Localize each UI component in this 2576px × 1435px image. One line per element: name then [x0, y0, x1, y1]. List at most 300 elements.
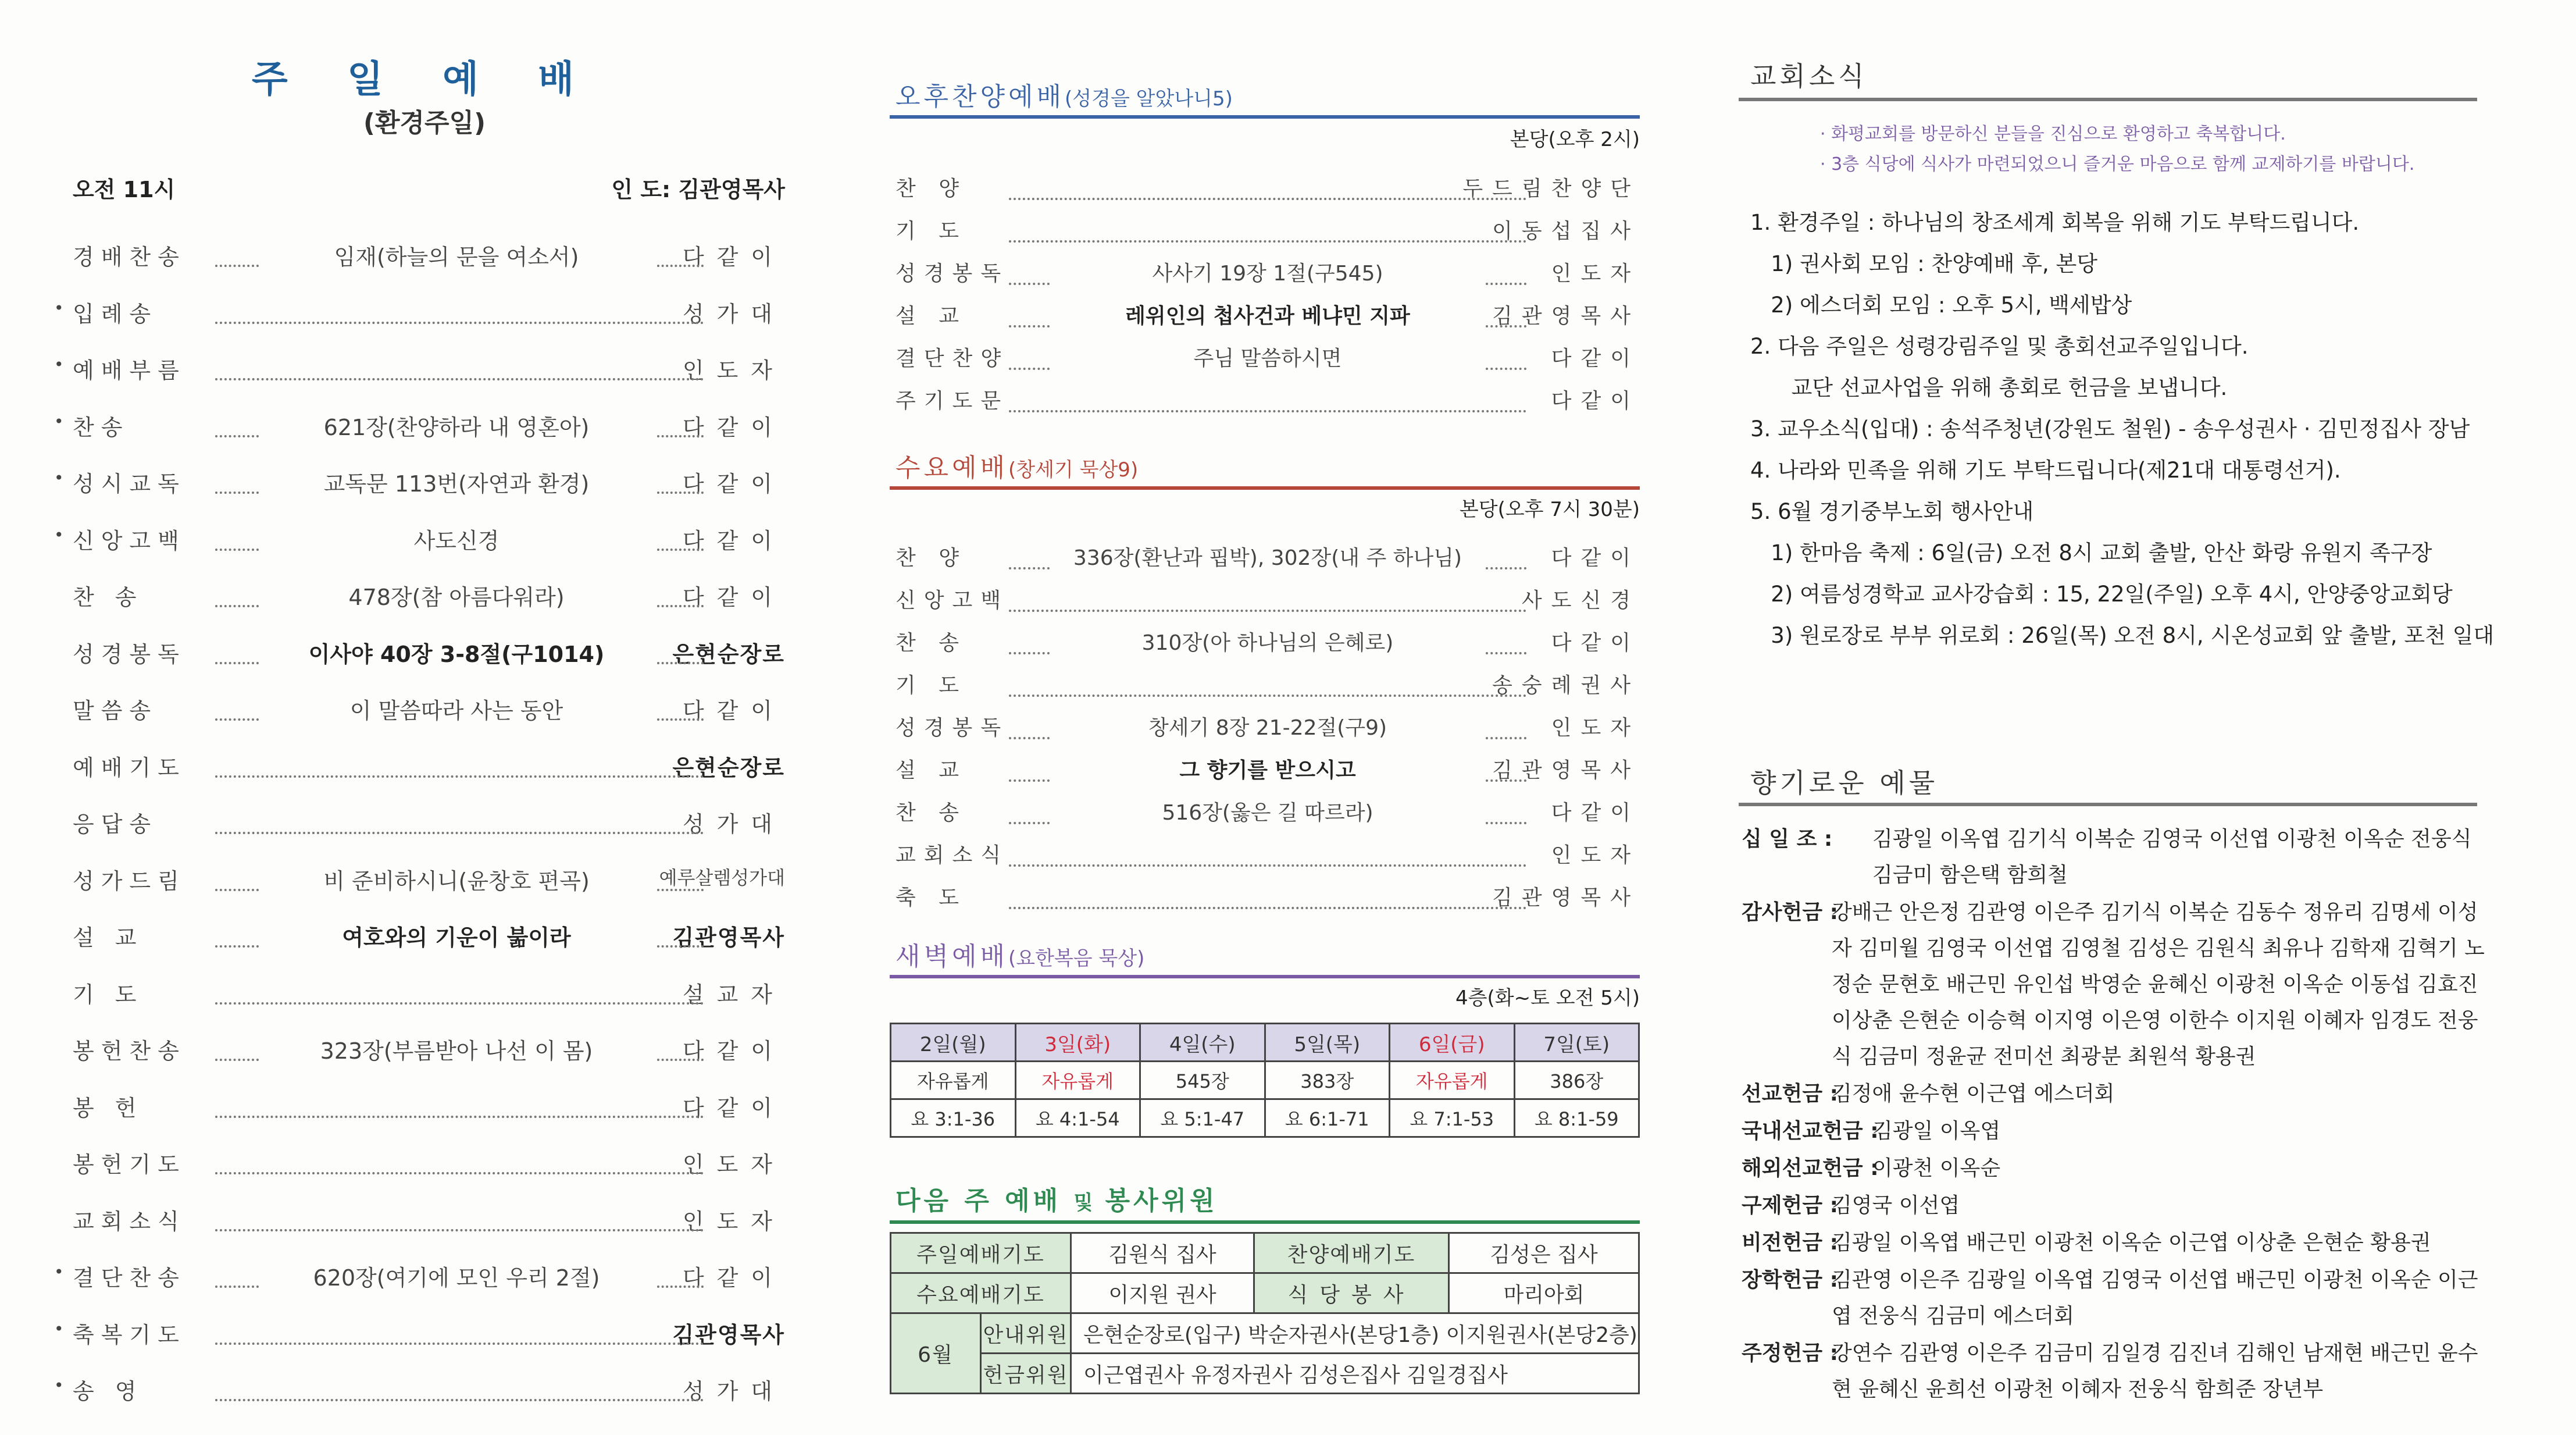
- order-bullet: •: [54, 298, 64, 318]
- service-leader-dots: [1486, 623, 1526, 654]
- sunday-prayer-name: 김원식 집사: [1071, 1233, 1254, 1273]
- order-bullet: •: [54, 525, 64, 544]
- dawn-cell: 386장: [1514, 1062, 1639, 1099]
- order-name: 성가드림: [73, 868, 186, 894]
- order-name: 교회소식: [73, 1208, 186, 1234]
- dawn-cell: 545장: [1140, 1062, 1265, 1099]
- order-person: 은현순장로: [672, 641, 785, 667]
- offering-names: 김관영 이은주 김광일 이옥엽 김영국 이선엽 배근민 이광천 이옥순 이근엽 전웅식 김금미 에스더회: [1832, 1268, 2478, 1328]
- offering-label: 국내선교헌금 :: [1742, 1119, 1879, 1143]
- news-note: · 화평교회를 방문하신 분들을 진심으로 환영하고 축복합니다.: [1820, 124, 2286, 144]
- service-person: 다같이: [1551, 347, 1640, 371]
- guide-label: 안내위원: [981, 1313, 1071, 1354]
- service-content: 310장(아 하나님의 은혜로): [1141, 631, 1394, 655]
- order-person: 다같이: [682, 1095, 785, 1121]
- order-row: [54, 1256, 785, 1297]
- service-content: 336장(환난과 핍박), 302장(내 주 하나님): [1073, 546, 1462, 570]
- sunday-leader: 인 도: 김관영목사: [611, 177, 785, 202]
- order-name: 성시교독: [73, 471, 186, 497]
- service-name: 설 교: [895, 759, 967, 782]
- order-name: 응답송: [73, 811, 158, 837]
- dawn-cell: 2일(월): [891, 1024, 1016, 1062]
- service-person: 김관영목사: [1492, 759, 1640, 782]
- dawn-cell: 4일(수): [1140, 1024, 1265, 1062]
- order-name: 말씀송: [73, 698, 158, 724]
- service-leader-dots: [1009, 878, 1526, 909]
- next-title-text2: 봉사위원: [1105, 1186, 1218, 1216]
- service-row: [895, 750, 1640, 785]
- service-leader-dots: [1486, 538, 1526, 569]
- offering-names: 강연수 김관영 이은주 김금미 김일경 김진녀 김해인 남재현 배근민 윤수현 윤혜신 윤희선 이광천 이혜자 전웅식 함희준 장년부: [1832, 1341, 2478, 1401]
- service-name: 결단찬양: [895, 347, 1009, 371]
- order-name: 찬송: [73, 414, 130, 440]
- next-service-table: [890, 1232, 1640, 1394]
- wednesday-sub: (창세기 묵상9): [1008, 458, 1139, 482]
- service-leader-dots: [1009, 381, 1526, 412]
- order-leader-dots: [215, 1256, 259, 1288]
- order-bullet: •: [54, 355, 64, 374]
- order-person: 다같이: [682, 414, 785, 440]
- order-person: 다같이: [682, 585, 785, 610]
- order-content: 사도신경: [413, 528, 499, 554]
- order-row: [61, 803, 785, 843]
- order-content: 323장(부름받아 나선 이 몸): [320, 1038, 593, 1064]
- order-person: 인도자: [682, 1208, 785, 1234]
- service-row: [895, 538, 1640, 573]
- offering-group: [1742, 1262, 2492, 1334]
- offering-names: 김영국 이선엽: [1832, 1194, 1960, 1217]
- offering-names: 강배근 안은정 김관영 이은주 김기식 이복순 김동수 정유리 김명세 이성자 김미월 김영국 이선엽 김영철 김성은 김원식 최유나 김학재 김혁기 노정순 문현호 배근민 유인섭 박영순 윤혜신 이광천 이옥순 이동섭 김효진 이상춘 은현순 이승혁 이지영 이은영 이한수 이지원 이혜자 임경도 전웅식 김금미 정윤균 전미선 최광분 최원석 황용권: [1832, 900, 2485, 1069]
- service-leader-dots: [1486, 708, 1526, 739]
- order-name: 예배부름: [73, 358, 186, 383]
- order-leader-dots: [215, 349, 704, 380]
- service-name: 설 교: [895, 304, 967, 328]
- service-leader-dots: [1486, 750, 1526, 782]
- order-person: 다같이: [682, 1265, 785, 1291]
- service-person: 인도자: [1551, 843, 1640, 867]
- offering-label: 해외선교헌금 :: [1742, 1156, 1879, 1180]
- order-person: 다같이: [682, 698, 785, 724]
- order-leader-dots: [657, 633, 704, 664]
- offering-group: [1742, 1113, 2492, 1149]
- news-item: 1) 한마음 축제 : 6일(금) 오전 8시 교회 출발, 안산 화랑 유원지 족구장: [1750, 540, 2432, 565]
- news-title: 교회소식: [1750, 60, 1868, 92]
- order-leader-dots: [215, 1087, 704, 1118]
- order-row: [54, 1370, 785, 1411]
- service-row: [895, 665, 1640, 700]
- order-row: [61, 576, 785, 617]
- order-leader-dots: [657, 519, 704, 551]
- order-person: 김관영목사: [672, 1322, 785, 1348]
- table-row: [891, 1024, 1639, 1062]
- service-person: 인도자: [1551, 716, 1640, 740]
- offering-label: 선교헌금 :: [1742, 1082, 1839, 1106]
- news-item: 2) 여름성경학교 교사강습회 : 15, 22일(주일) 오후 4시, 안양중앙교회당: [1750, 582, 2453, 607]
- service-name: 신앙고백: [895, 589, 1009, 613]
- news-item: 1) 권사회 모임 : 찬양예배 후, 본당: [1750, 251, 2097, 276]
- order-row: [61, 689, 785, 730]
- order-leader-dots: [215, 973, 704, 1005]
- afternoon-sub: (성경을 알았나니5): [1065, 87, 1233, 111]
- order-name: 예배기도: [73, 754, 186, 781]
- service-person: 송숭례권사: [1492, 674, 1640, 697]
- dawn-title-text: 새벽예배: [895, 942, 1009, 971]
- order-person: 다같이: [682, 244, 785, 270]
- service-row: [895, 581, 1640, 615]
- order-content: 621장(찬양하라 내 영혼아): [323, 414, 590, 440]
- order-leader-dots: [215, 1313, 704, 1345]
- order-leader-dots: [215, 462, 259, 494]
- order-leader-dots: [657, 689, 704, 721]
- service-leader-dots: [1009, 538, 1050, 569]
- order-person: 인도자: [682, 358, 785, 383]
- order-leader-dots: [657, 236, 704, 267]
- dawn-cell: 요 3:1-36: [891, 1099, 1016, 1137]
- meal-name: 마리아회: [1449, 1273, 1639, 1313]
- offering-group: [1742, 1336, 2492, 1408]
- service-leader-dots: [1009, 708, 1050, 739]
- offering-label: 십 일 조 :: [1742, 827, 1833, 851]
- news-item: 2. 다음 주일은 성령강림주일 및 총회선교주일입니다.: [1750, 334, 2249, 359]
- service-person: 김관영목사: [1492, 886, 1640, 910]
- order-leader-dots: [215, 633, 259, 664]
- sunday-prayer-label: 주일예배기도: [891, 1233, 1071, 1273]
- order-name: 입례송: [73, 301, 158, 327]
- service-name: 찬 송: [895, 631, 967, 655]
- order-row: [61, 860, 785, 900]
- offering-names: 김광일 이옥엽 배근민 이광천 이옥순 이근엽 이상춘 은현순 황용권: [1832, 1231, 2431, 1255]
- order-person: 예루살렘성가대: [659, 866, 785, 889]
- service-name: 주기도문: [895, 389, 1009, 413]
- next-title-text: 다음 주 예배: [895, 1186, 1062, 1216]
- order-name: 설 교: [73, 925, 144, 950]
- order-leader-dots: [657, 406, 704, 437]
- order-content: 여호와의 기운이 붊이라: [342, 925, 571, 950]
- order-leader-dots: [215, 1200, 704, 1231]
- order-person: 다같이: [682, 528, 785, 554]
- order-leader-dots: [215, 916, 259, 948]
- order-row: [54, 1313, 785, 1354]
- order-leader-dots: [215, 293, 704, 324]
- order-person: 다같이: [682, 1038, 785, 1064]
- order-leader-dots: [215, 860, 259, 891]
- order-content: 478장(참 아름다워라): [348, 585, 565, 610]
- order-leader-dots: [215, 519, 259, 551]
- service-leader-dots: [1009, 296, 1050, 327]
- order-name: 찬 송: [73, 585, 144, 610]
- news-item: 4. 나라와 민족을 위해 기도 부탁드립니다(제21대 대통령선거).: [1750, 458, 2341, 483]
- table-row: [891, 1099, 1639, 1137]
- service-leader-dots: [1009, 254, 1050, 285]
- offering-names: 김정애 윤수현 이근엽 에스더회: [1832, 1082, 2115, 1106]
- order-leader-dots: [215, 406, 259, 437]
- order-person: 설교자: [682, 981, 785, 1007]
- offerings-title: 향기로운 예물: [1750, 767, 1939, 799]
- service-leader-dots: [1009, 623, 1050, 654]
- order-row: [61, 746, 785, 787]
- order-row: [61, 973, 785, 1014]
- order-name: 신앙고백: [73, 528, 186, 554]
- guide-names: 은현순장로(입구) 박순자권사(본당1층) 이지원권사(본당2층): [1071, 1313, 1639, 1354]
- service-row: [895, 254, 1640, 289]
- news-note: · 3층 식당에 식사가 마련되었으니 즐거운 마음으로 함께 교제하기를 바랍니다.: [1820, 154, 2415, 175]
- offering-names: 이광천 이옥순: [1872, 1156, 2001, 1180]
- order-leader-dots: [215, 746, 704, 778]
- offering-label: 장학헌금 :: [1742, 1268, 1839, 1292]
- offering-group: [1742, 1076, 2492, 1112]
- service-name: 교회소식: [895, 843, 1009, 867]
- praise-prayer-label: 찬양예배기도: [1254, 1233, 1449, 1273]
- table-row: [891, 1233, 1639, 1273]
- service-row: [895, 878, 1640, 913]
- order-name: 경배찬송: [73, 244, 186, 270]
- order-leader-dots: [215, 576, 259, 607]
- order-bullet: •: [54, 468, 64, 487]
- service-leader-dots: [1009, 339, 1050, 370]
- month-label: 6월: [891, 1313, 981, 1394]
- table-row: [891, 1273, 1639, 1313]
- order-row: [54, 349, 785, 390]
- service-name: 찬 송: [895, 801, 967, 825]
- news-item: 2) 에스더회 모임 : 오후 5시, 백세밥상: [1750, 293, 2132, 318]
- service-row: [895, 708, 1640, 743]
- service-row: [895, 339, 1640, 373]
- afternoon-place: 본당(오후 2시): [1510, 128, 1640, 151]
- service-name: 성경봉독: [895, 262, 1009, 286]
- order-leader-dots: [215, 236, 259, 267]
- order-leader-dots: [657, 916, 704, 948]
- dawn-cell: 383장: [1265, 1062, 1390, 1099]
- offering-group: [1742, 1188, 2492, 1224]
- order-person: 다같이: [682, 471, 785, 497]
- order-content: 이사야 40장 3-8절(구1014): [308, 641, 605, 667]
- offering-committee-names: 이근엽권사 유정자권사 김성은집사 김일경집사: [1071, 1354, 1639, 1394]
- service-name: 찬 양: [895, 177, 967, 201]
- wednesday-title-text: 수요예배: [895, 453, 1009, 483]
- dawn-rule: [890, 975, 1640, 978]
- service-person: 사도신경: [1521, 589, 1640, 613]
- order-name: 봉헌찬송: [73, 1038, 186, 1064]
- order-row: [61, 1087, 785, 1127]
- order-name: 봉헌기도: [73, 1152, 186, 1177]
- order-person: 성가대: [682, 301, 785, 327]
- order-name: 축복기도: [73, 1322, 186, 1348]
- sunday-time: 오전 11시: [73, 177, 176, 202]
- offering-names: 김광일 이옥엽 김기식 이복순 김영국 이선엽 이광천 이옥순 전웅식 김금미 함은택 함희철: [1872, 827, 2472, 887]
- sunday-subtitle: (환경주일): [363, 108, 486, 138]
- wednesday-rule: [890, 486, 1640, 490]
- wed-prayer-name: 이지원 권사: [1071, 1273, 1254, 1313]
- service-row: [895, 835, 1640, 870]
- order-person: 성가대: [682, 1379, 785, 1404]
- dawn-title: [895, 935, 1144, 973]
- service-leader-dots: [1486, 296, 1526, 327]
- service-leader-dots: [1009, 211, 1526, 243]
- table-row: [891, 1062, 1639, 1099]
- service-name: 성경봉독: [895, 716, 1009, 740]
- order-name: 기 도: [73, 981, 144, 1007]
- order-name: 봉 헌: [73, 1095, 144, 1121]
- order-bullet: •: [54, 1376, 64, 1395]
- order-person: 인도자: [682, 1152, 785, 1177]
- order-row: [61, 1030, 785, 1070]
- service-content: 516장(옳은 길 따르라): [1162, 801, 1373, 825]
- service-content: 창세기 8장 21-22절(구9): [1148, 716, 1387, 740]
- service-person: 인도자: [1551, 262, 1640, 286]
- news-item: 교단 선교사업을 위해 총회로 헌금을 보냅니다.: [1750, 375, 2228, 400]
- order-leader-dots: [657, 462, 704, 494]
- news-item: 1. 환경주일 : 하나님의 창조세계 회복을 위해 기도 부탁드립니다.: [1750, 210, 2360, 235]
- service-person: 김관영목사: [1492, 304, 1640, 328]
- news-panel: [1698, 0, 2576, 1435]
- sunday-worship-panel: [0, 0, 849, 1435]
- service-person: 다같이: [1551, 631, 1640, 655]
- service-row: [895, 211, 1640, 246]
- order-row: [61, 633, 785, 674]
- service-name: 축 도: [895, 886, 967, 910]
- dawn-schedule-table: [890, 1023, 1640, 1138]
- service-name: 기 도: [895, 674, 967, 697]
- dawn-cell: 3일(화): [1015, 1024, 1140, 1062]
- news-item: 3. 교우소식(입대) : 송석주청년(강원도 철원) - 송우성권사 · 김민정집사 장남: [1750, 416, 2470, 441]
- wed-prayer-label: 수요예배기도: [891, 1273, 1071, 1313]
- order-bullet: •: [54, 411, 64, 431]
- offering-names: 김광일 이옥엽: [1872, 1119, 2001, 1143]
- offering-group: [1742, 1151, 2492, 1187]
- order-row: [61, 916, 785, 957]
- table-row: [891, 1354, 1639, 1394]
- news-item: 5. 6월 경기중부노회 행사안내: [1750, 499, 2034, 524]
- dawn-cell: 자유롭게: [1390, 1062, 1515, 1099]
- order-person: 성가대: [682, 811, 785, 837]
- next-and: 및: [1073, 1191, 1093, 1215]
- order-content: 비 준비하시니(윤창호 편곡): [323, 868, 590, 894]
- offering-committee-label: 헌금위원: [981, 1354, 1071, 1394]
- service-person: 다같이: [1551, 801, 1640, 825]
- order-leader-dots: [215, 1143, 704, 1174]
- offering-group: [1742, 821, 2492, 893]
- service-content: 사사기 19장 1절(구545): [1152, 262, 1383, 286]
- service-row: [895, 793, 1640, 828]
- order-bullet: •: [54, 1319, 64, 1338]
- order-row: [61, 1200, 785, 1241]
- order-content: 620장(여기에 모인 우리 2절): [313, 1265, 600, 1291]
- service-leader-dots: [1486, 339, 1526, 370]
- order-content: 임재(하늘의 문을 여소서): [334, 244, 579, 270]
- service-person: 다같이: [1551, 389, 1640, 413]
- service-row: [895, 381, 1640, 416]
- afternoon-rule: [890, 115, 1640, 119]
- service-name: 기 도: [895, 219, 967, 243]
- service-leader-dots: [1009, 581, 1526, 612]
- order-leader-dots: [215, 1370, 704, 1401]
- order-person: 김관영목사: [672, 925, 785, 950]
- service-leader-dots: [1009, 169, 1526, 200]
- order-row: [54, 519, 785, 560]
- order-row: [61, 1143, 785, 1184]
- service-name: 찬 양: [895, 546, 967, 570]
- dawn-cell: 6일(금): [1390, 1024, 1515, 1062]
- order-name: 성경봉독: [73, 641, 186, 667]
- order-row: [61, 236, 785, 276]
- news-item: 3) 원로장로 부부 위로회 : 26일(목) 오전 8시, 시온성교회 앞 출발, 포천 일대: [1750, 623, 2495, 648]
- offering-label: 구제헌금 :: [1742, 1194, 1839, 1217]
- wednesday-title: [895, 447, 1138, 484]
- order-content: 이 말씀따라 사는 동안: [349, 698, 563, 724]
- service-row: [895, 296, 1640, 331]
- dawn-cell: 요 4:1-54: [1015, 1099, 1140, 1137]
- service-leader-dots: [1486, 254, 1526, 285]
- order-row: [54, 462, 785, 503]
- service-leader-dots: [1486, 793, 1526, 824]
- wednesday-place: 본당(오후 7시 30분): [1459, 498, 1640, 521]
- service-leader-dots: [1009, 750, 1050, 782]
- order-leader-dots: [215, 803, 704, 834]
- service-person: 다같이: [1551, 546, 1640, 570]
- dawn-cell: 요 5:1-47: [1140, 1099, 1265, 1137]
- offering-label: 주정헌금 :: [1742, 1341, 1839, 1365]
- service-person: 이동섭집사: [1492, 219, 1640, 243]
- praise-prayer-name: 김성은 집사: [1449, 1233, 1639, 1273]
- other-services-panel: [849, 0, 1698, 1435]
- sunday-title: 주 일 예 배: [251, 58, 598, 101]
- order-leader-dots: [215, 1030, 259, 1061]
- dawn-place: 4층(화~토 오전 5시): [1455, 987, 1640, 1010]
- afternoon-title-text: 오후찬양예배: [895, 82, 1065, 112]
- dawn-cell: 요 6:1-71: [1265, 1099, 1390, 1137]
- order-leader-dots: [215, 689, 259, 721]
- offering-group: [1742, 895, 2492, 1075]
- order-leader-dots: [657, 860, 704, 891]
- next-title: [895, 1180, 1218, 1217]
- order-leader-dots: [657, 1030, 704, 1061]
- service-person: 두드림찬양단: [1462, 177, 1640, 201]
- dawn-cell: 요 8:1-59: [1514, 1099, 1639, 1137]
- order-name: 송 영: [73, 1379, 144, 1404]
- service-content: 그 향기를 받으시고: [1179, 759, 1356, 782]
- order-leader-dots: [657, 576, 704, 607]
- afternoon-title: [895, 76, 1233, 113]
- service-leader-dots: [1009, 835, 1526, 867]
- dawn-cell: 5일(목): [1265, 1024, 1390, 1062]
- order-leader-dots: [657, 1256, 704, 1288]
- order-row: [54, 293, 785, 333]
- service-leader-dots: [1009, 793, 1050, 824]
- service-content: 레위인의 첩사건과 베냐민 지파: [1125, 304, 1410, 328]
- order-person: 은현순장로: [672, 754, 785, 781]
- dawn-cell: 7일(토): [1514, 1024, 1639, 1062]
- offerings-rule: [1739, 803, 2477, 806]
- service-leader-dots: [1009, 665, 1526, 697]
- offering-label: 감사헌금 :: [1742, 900, 1839, 924]
- order-row: [54, 406, 785, 447]
- dawn-cell: 자유롭게: [891, 1062, 1016, 1099]
- offering-label: 비전헌금 :: [1742, 1231, 1839, 1255]
- dawn-cell: 요 7:1-53: [1390, 1099, 1515, 1137]
- order-content: 교독문 113번(자연과 환경): [323, 471, 590, 497]
- offering-group: [1742, 1225, 2492, 1261]
- order-name: 결단찬송: [73, 1265, 186, 1291]
- service-row: [895, 169, 1640, 204]
- dawn-sub: (요한복음 묵상): [1008, 947, 1145, 970]
- dawn-cell: 자유롭게: [1015, 1062, 1140, 1099]
- service-content: 주님 말씀하시면: [1193, 347, 1342, 371]
- service-row: [895, 623, 1640, 658]
- table-row: [891, 1313, 1639, 1354]
- meal-label: 식당봉사: [1254, 1273, 1449, 1313]
- news-rule: [1739, 98, 2477, 101]
- order-bullet: •: [54, 1262, 64, 1281]
